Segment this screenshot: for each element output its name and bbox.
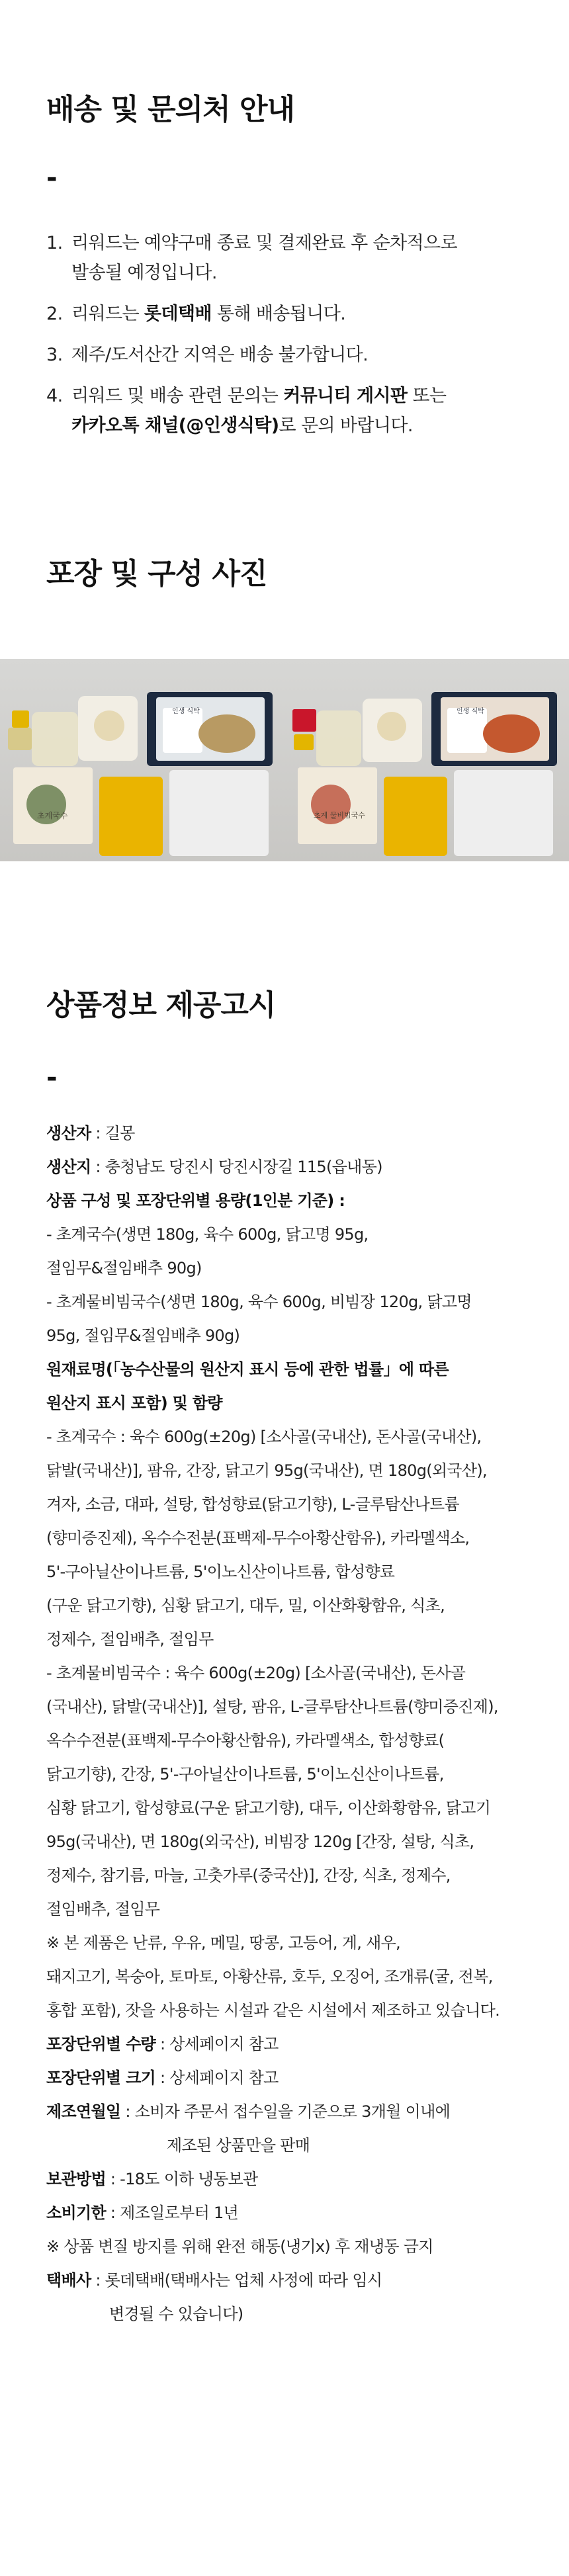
notice-line: ※ 본 제품은 난류, 우유, 메밀, 땅콩, 고등어, 게, 새우, <box>46 1934 400 1952</box>
notice-line: - 초계국수(생면 180g, 육수 600g, 닭고명 95g, <box>46 1225 369 1244</box>
shipping-item-4: 4. 리워드 및 배송 관련 문의는 커뮤니티 게시판 또는 카카오톡 채널(@인생식탁)로 문의 바랍니다. <box>46 385 447 436</box>
notice-line: (국내산), 닭발(국내산)], 설탕, 팜유, L-글루탐산나트륨(향미증진제), <box>46 1697 498 1716</box>
notice-line: 돼지고기, 복숭아, 토마토, 아황산류, 호두, 오징어, 조개류(굴, 전복, <box>46 1967 493 1986</box>
notice-line: - 초계국수 : 육수 600g(±20g) [소사골(국내산), 돈사골(국내산), <box>46 1428 482 1446</box>
notice-line: 생산자 : 길몽 <box>46 1124 135 1142</box>
notice-line: 보관방법 : -18도 이하 냉동보관 <box>46 2170 258 2188</box>
package-label-b: 초계 물비빔국수 <box>314 811 365 820</box>
notice-line: 택배사 : 롯데택배(택배사는 업체 사정에 따라 임시 <box>46 2271 382 2290</box>
notice-line: 홍합 포함), 잣을 사용하는 시설과 같은 시설에서 제조하고 있습니다. <box>46 2001 500 2020</box>
notice-dash: - <box>46 1062 58 1093</box>
shipping-item-3: 3. 제주/도서산간 지역은 배송 불가합니다. <box>46 344 369 365</box>
notice-line: 원재료명(「농수산물의 원산지 표시 등에 관한 법률」에 따른 <box>46 1360 449 1379</box>
notice-line: 제조된 상품만을 판매 <box>167 2136 310 2155</box>
notice-line: - 초계물비빔국수 : 육수 600g(±20g) [소사골(국내산), 돈사골 <box>46 1664 466 1682</box>
notice-line: 닭고기향), 간장, 5'-구아닐산이나트륨, 5'이노신산이나트륨, <box>46 1765 444 1783</box>
notice-line: 소비기한 : 제조일로부터 1년 <box>46 2204 239 2222</box>
package-photos <box>0 659 569 861</box>
notice-section <box>0 988 569 1091</box>
notice-line: 포장단위별 수량 : 상세페이지 참고 <box>46 2035 279 2053</box>
notice-line: 원산지 표시 포함) 및 함량 <box>46 1394 222 1412</box>
notice-line: (향미증진제), 옥수수전분(표백제-무수아황산함유), 카라멜색소, <box>46 1529 470 1547</box>
package-label-a: 초계국수 <box>37 811 68 820</box>
notice-line: 포장단위별 크기 : 상세페이지 참고 <box>46 2069 279 2087</box>
shipping-dash: - <box>46 162 58 193</box>
notice-line: 95g, 절임무&절임배추 90g) <box>46 1326 240 1345</box>
notice-line: 변경될 수 있습니다) <box>109 2305 243 2323</box>
notice-line: 겨자, 소금, 대파, 설탕, 합성향료(닭고기향), L-글루탐산나트륨 <box>46 1495 459 1514</box>
notice-line: ※ 상품 변질 방지를 위해 완전 해동(냉기x) 후 재냉동 금지 <box>46 2237 433 2256</box>
notice-line: 절임배추, 절임무 <box>46 1900 160 1918</box>
notice-line: 옥수수전분(표백제-무수아황산함유), 카라멜색소, 합성향료( <box>46 1731 445 1750</box>
notice-line: 정제수, 참기름, 마늘, 고춧가루(중국산)], 간장, 식초, 정제수, <box>46 1866 451 1885</box>
notice-line: 절임무&절임배추 90g) <box>46 1259 202 1277</box>
package-brand-b: 인생 식탁 <box>457 708 484 715</box>
shipping-title: 배송 및 문의처 안내 <box>46 93 294 126</box>
shipping-item-1: 1. 리워드는 예약구매 종료 및 결제완료 후 순차적으로 발송될 예정입니다. <box>46 232 458 283</box>
notice-title: 상품정보 제공고시 <box>46 988 276 1022</box>
package-brand-a: 인생 식탁 <box>172 708 200 715</box>
photos-section <box>0 557 569 592</box>
notice-line: 95g(국내산), 면 180g(외국산), 비빔장 120g [간장, 설탕, 식초, <box>46 1832 474 1851</box>
package-photo-chogye <box>0 659 284 861</box>
notice-line: 정제수, 절임배추, 절임무 <box>46 1630 214 1649</box>
notice-line: 5'-구아닐산이나트륨, 5'이노신산이나트륨, 합성향료 <box>46 1563 395 1581</box>
notice-line: 심황 닭고기, 합성향료(구운 닭고기향), 대두, 이산화황함유, 닭고기 <box>46 1799 491 1817</box>
notice-line: 생산지 : 충청남도 당진시 당진시장길 115(읍내동) <box>46 1158 382 1176</box>
package-photo-mulbibim <box>284 659 569 861</box>
shipping-section <box>0 93 569 452</box>
notice-line: 상품 구성 및 포장단위별 용량(1인분 기준) : <box>46 1191 345 1210</box>
notice-line: (구운 닭고기향), 심황 닭고기, 대두, 밀, 이산화황함유, 식초, <box>46 1596 445 1615</box>
notice-line: - 초계물비빔국수(생면 180g, 육수 600g, 비빔장 120g, 닭고명 <box>46 1293 472 1311</box>
notice-body <box>0 1117 569 2331</box>
photos-title: 포장 및 구성 사진 <box>46 557 267 591</box>
notice-line: 제조연월일 : 소비자 주문서 접수일을 기준으로 3개월 이내에 <box>46 2102 451 2121</box>
shipping-list <box>0 228 569 441</box>
notice-line: 닭발(국내산)], 팜유, 간장, 닭고기 95g(국내산), 면 180g(외국산), <box>46 1461 487 1480</box>
shipping-item-2: 2. 리워드는 롯데택배 통해 배송됩니다. <box>46 303 346 324</box>
